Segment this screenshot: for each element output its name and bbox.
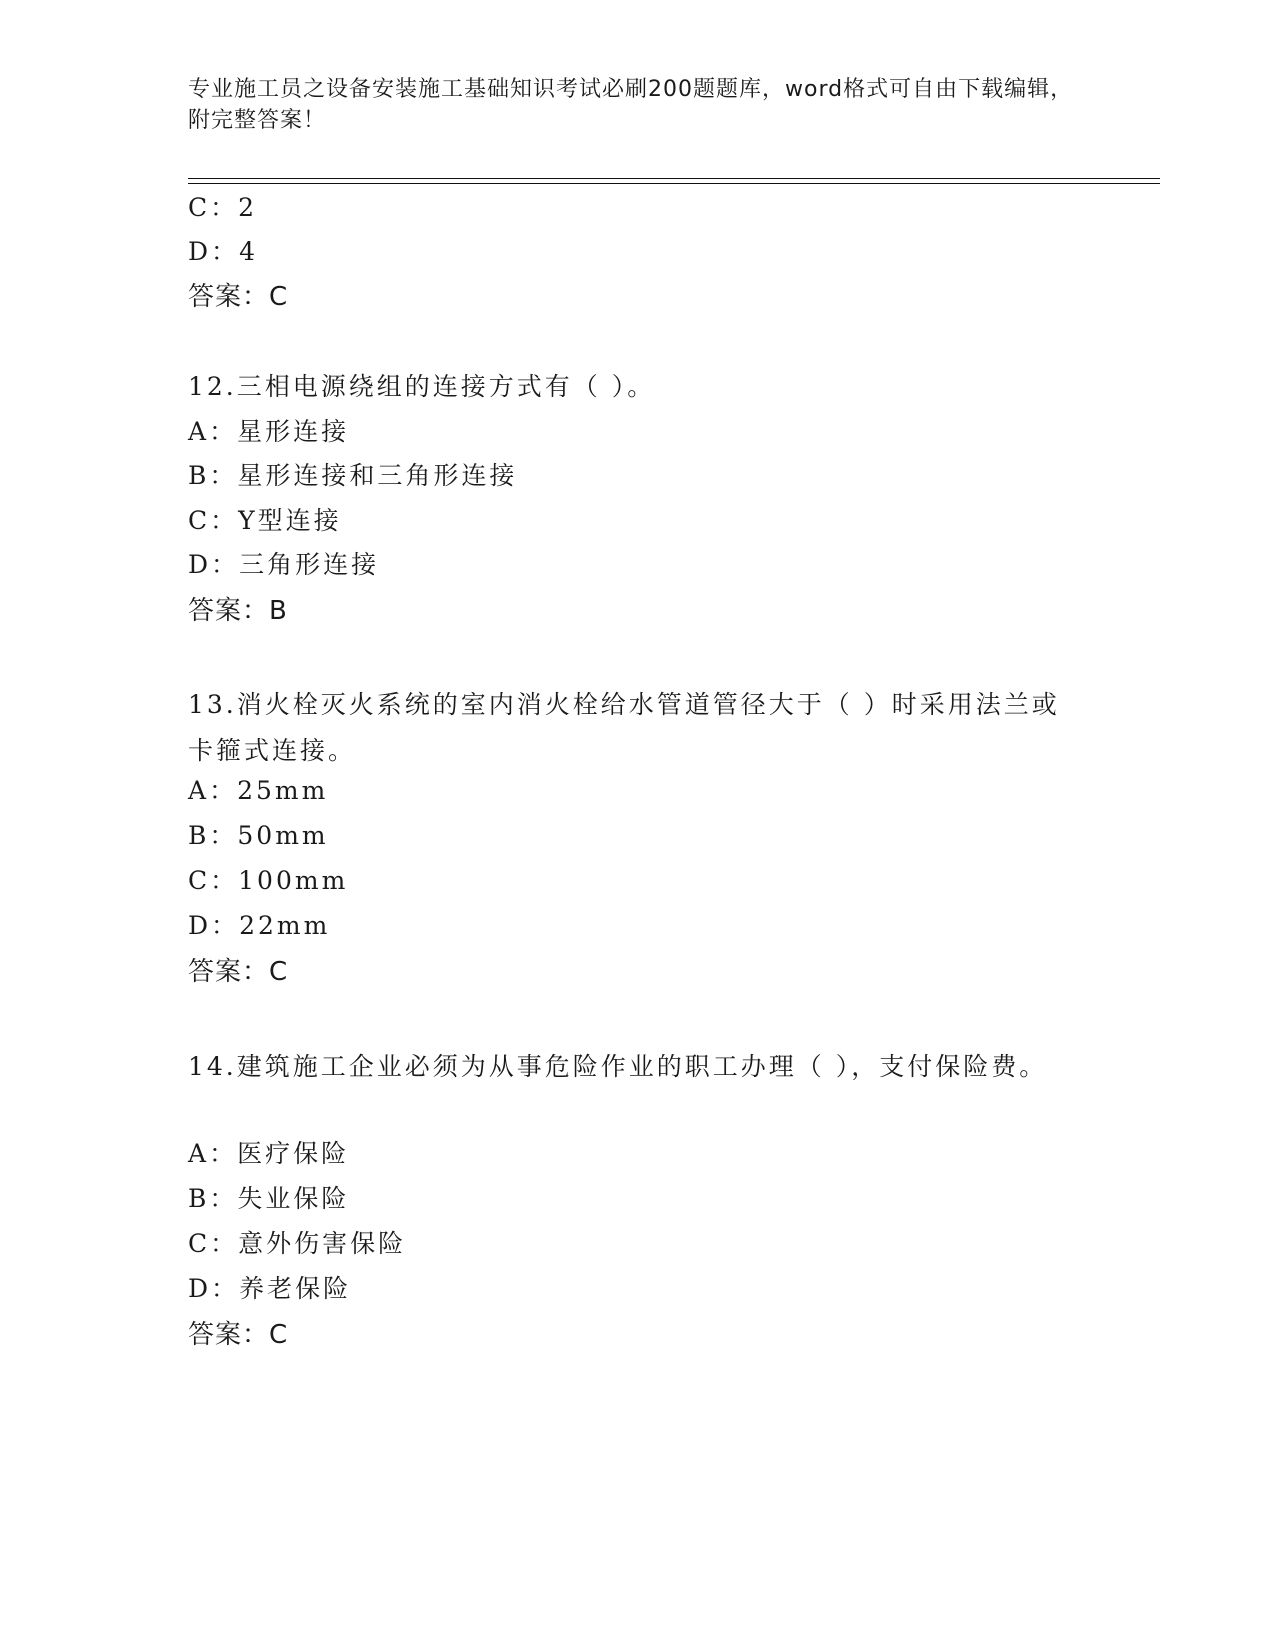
question-12-answer: 答案：B [188,596,288,626]
question-14-option-a: A：医疗保险 [188,1139,350,1168]
question-14-answer: 答案：C [188,1320,289,1350]
question-13-option-b: B：50mm [188,821,329,850]
question-13-answer: 答案：C [188,957,289,987]
question-number: 14. [188,1052,237,1081]
question-13-option-c: C：100mm [188,866,349,895]
question-12-option-d: D：三角形连接 [188,550,380,579]
option-c: C：2 [188,193,258,222]
question-text: 三相电源绕组的连接方式有（ ）。 [236,372,656,401]
header-rule-top [188,178,1160,179]
question-12-option-c: C：Y型连接 [188,506,342,535]
question-number: 12. [188,372,237,401]
question-14-option-d: D：养老保险 [188,1274,352,1303]
question-14-option-c: C：意外伤害保险 [188,1229,407,1258]
question-text: 消火栓灭火系统的室内消火栓给水管道管径大于（ ）时采用法兰或卡箍式连接。 [188,690,1060,765]
document-header: 专业施工员之设备安装施工基础知识考试必刷200题题库，word格式可自由下载编辑，附完整答案！ [188,77,1074,133]
question-12-option-b: B：星形连接和三角形连接 [188,461,518,490]
question-12-stem [188,370,655,404]
question-number: 13. [188,690,237,719]
question-14-stem [188,1044,1068,1090]
header-rule-bottom [188,183,1160,184]
question-14-option-b: B：失业保险 [188,1184,350,1213]
question-13-option-d: D：22mm [188,911,331,940]
question-13-option-a: A：25mm [188,776,329,805]
question-12-option-a: A：星形连接 [188,417,350,446]
answer-line: 答案：C [188,282,289,312]
question-text: 建筑施工企业必须为从事危险作业的职工办理（ ），支付保险费。 [236,1052,1048,1081]
question-13-stem [188,682,1068,774]
option-d: D：4 [188,237,258,266]
